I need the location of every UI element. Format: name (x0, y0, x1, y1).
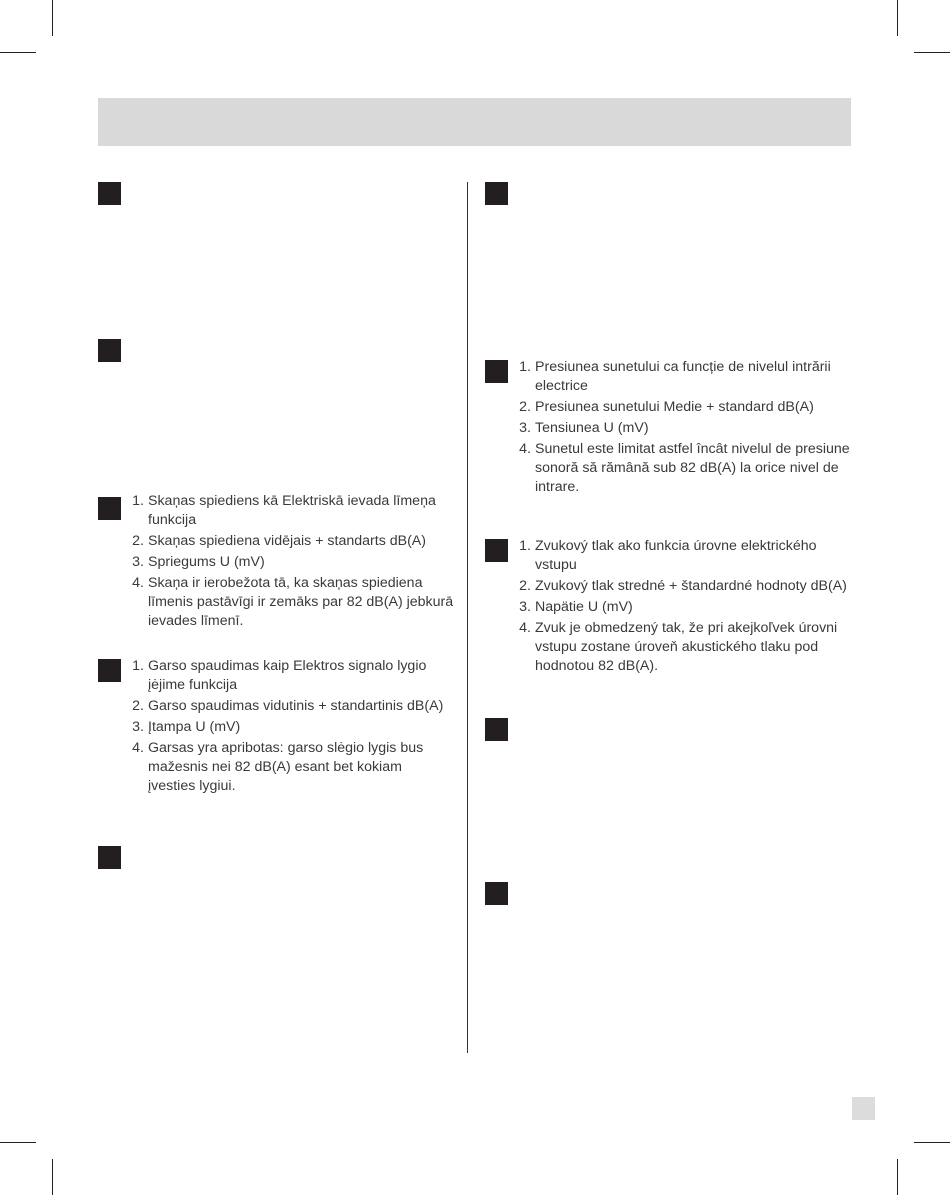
item-text: Garso spaudimas kaip Elektros signalo lygio įėjime funkcija (148, 658, 427, 693)
item-number: 3. (519, 599, 531, 615)
item-number: 4. (519, 441, 531, 457)
section-marker (98, 846, 121, 869)
section-marker (485, 882, 508, 905)
item-text: Įtampa U (mV) (148, 719, 241, 735)
item-text: Garsas yra apribotas: garso slėgio lygis bus mažesnis nei 82 dB(A) esant bet kokiam įvesties lygiui. (148, 740, 424, 794)
romanian-list (515, 358, 850, 499)
crop-mark (897, 1159, 898, 1195)
list-item (515, 598, 850, 617)
list-item (128, 657, 453, 695)
header-bar (98, 98, 851, 146)
crop-mark (0, 1142, 36, 1143)
item-number: 3. (132, 554, 144, 570)
crop-mark (52, 0, 53, 36)
latvian-list (128, 492, 458, 633)
list-item (128, 492, 458, 530)
item-number: 2. (519, 399, 531, 415)
item-text: Skaņas spiediena vidējais + standarts dB(A) (148, 533, 426, 549)
crop-mark (914, 52, 950, 53)
item-text: Napätie U (mV) (535, 599, 633, 615)
item-number: 2. (132, 698, 144, 714)
list-item (515, 419, 850, 438)
item-number: 1. (132, 658, 144, 674)
section-marker-latvian (98, 497, 121, 520)
slovak-list (515, 537, 850, 678)
list-item (515, 358, 850, 396)
section-marker-slovak (485, 539, 508, 562)
crop-mark (0, 52, 36, 53)
item-number: 4. (132, 575, 144, 591)
item-number: 2. (132, 533, 144, 549)
item-text: Zvukový tlak stredné + štandardné hodnoty dB(A) (535, 578, 847, 594)
item-text: Zvuk je obmedzený tak, že pri akejkoľvek úrovni vstupu zostane úroveň akustického tlaku pod hodnotou 82 dB(A). (535, 620, 838, 674)
page-number-box (852, 1097, 875, 1120)
crop-mark (52, 1159, 53, 1195)
list-item (515, 537, 850, 575)
item-number: 1. (519, 538, 531, 554)
item-number: 1. (519, 359, 531, 375)
list-item (515, 619, 850, 676)
item-text: Skaņa ir ierobežota tā, ka skaņas spiediena līmenis pastāvīgi ir zemāks par 82 dB(A) jebkurā ievades līmenī. (148, 575, 454, 629)
section-marker (485, 182, 508, 205)
item-text: Tensiunea U (mV) (535, 420, 649, 436)
list-item (515, 398, 850, 417)
list-item (128, 697, 453, 716)
item-number: 3. (519, 420, 531, 436)
item-number: 1. (132, 493, 144, 509)
list-item (128, 553, 458, 572)
section-marker-romanian (485, 360, 508, 383)
item-text: Presiunea sunetului ca funcție de nivelul intrării electrice (535, 359, 831, 394)
item-number: 4. (519, 620, 531, 636)
item-text: Garso spaudimas vidutinis + standartinis dB(A) (148, 698, 444, 714)
item-text: Zvukový tlak ako funkcia úrovne elektrického vstupu (535, 538, 817, 573)
list-item (515, 440, 850, 497)
list-item (515, 577, 850, 596)
list-item (128, 574, 458, 631)
section-marker (98, 182, 121, 205)
item-text: Spriegums U (mV) (148, 554, 265, 570)
item-number: 3. (132, 719, 144, 735)
list-item (128, 718, 453, 737)
item-number: 2. (519, 578, 531, 594)
column-divider (467, 182, 468, 1053)
item-number: 4. (132, 740, 144, 756)
item-text: Presiunea sunetului Medie + standard dB(A) (535, 399, 814, 415)
section-marker (98, 339, 121, 362)
list-item (128, 739, 453, 796)
crop-mark (914, 1142, 950, 1143)
crop-mark (897, 0, 898, 36)
item-text: Sunetul este limitat astfel încât nivelul de presiune sonoră să rămână sub 82 dB(A) la orice nivel de intrare. (535, 441, 850, 495)
item-text: Skaņas spiediens kā Elektriskā ievada līmeņa funkcija (148, 493, 436, 528)
section-marker (485, 718, 508, 741)
lithuanian-list (128, 657, 453, 798)
list-item (128, 532, 458, 551)
section-marker-lithuanian (98, 659, 121, 682)
